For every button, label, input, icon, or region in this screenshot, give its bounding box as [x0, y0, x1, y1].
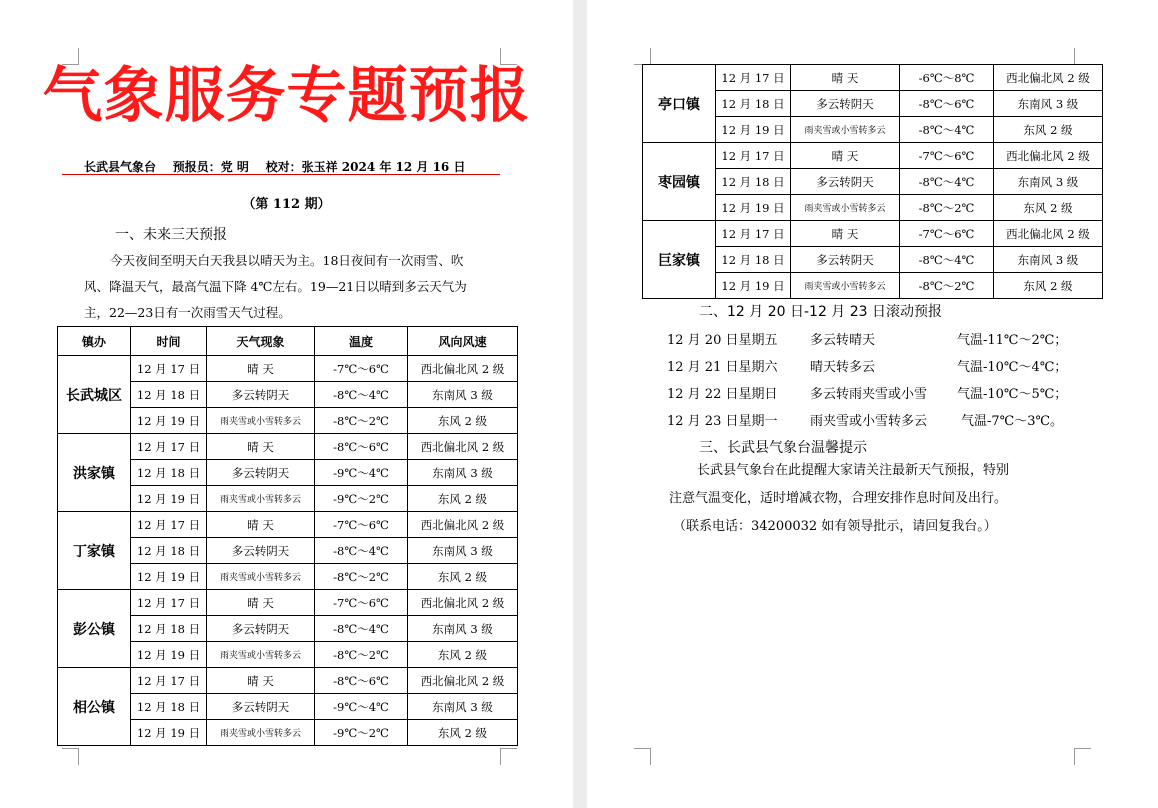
wind-cell: 东南风 3 级	[994, 247, 1103, 273]
table-row	[58, 590, 518, 616]
weather-cell: 雨夹雪或小雪转多云	[791, 195, 900, 221]
date-cell: 12 月 18 日	[131, 616, 207, 642]
wind-cell: 东南风 3 级	[408, 460, 518, 486]
para-line: 注意气温变化，适时增减衣物，合理安排作息时间及出行。	[669, 491, 1008, 506]
roll-temp: 气温-10℃～4℃；	[957, 360, 1068, 375]
temp-cell: -8℃～6℃	[315, 668, 408, 694]
temp-cell: -8℃～4℃	[315, 616, 408, 642]
roll-weather: 晴天转多云	[810, 360, 876, 375]
weather-cell: 雨夹雪或小雪转多云	[207, 720, 315, 746]
para-line: 主，22—23日有一次雨雪天气过程。	[84, 305, 291, 320]
crop-mark	[634, 748, 651, 765]
temp-cell: -8℃～2℃	[900, 195, 994, 221]
wind-cell: 西北偏北风 2 级	[408, 668, 518, 694]
roll-weather: 多云转晴天	[810, 333, 876, 348]
para-line: 长武县气象台在此提醒大家请关注最新天气预报，特别	[697, 463, 1010, 478]
wind-cell: 东风 2 级	[408, 408, 518, 434]
weather-cell: 多云转阴天	[207, 616, 315, 642]
weather-cell: 晴 天	[207, 668, 315, 694]
date-cell: 12 月 18 日	[131, 460, 207, 486]
wind-cell: 西北偏北风 2 级	[994, 65, 1103, 91]
date-cell: 12 月 17 日	[716, 143, 791, 169]
weather-cell: 雨夹雪或小雪转多云	[207, 564, 315, 590]
wind-cell: 东风 2 级	[994, 273, 1103, 299]
issuer-line: 长武县气象台 预报员：党 明 校对：张玉祥 2024 年 12 月 16 日	[84, 160, 466, 174]
table-row	[58, 512, 518, 538]
date-cell: 12 月 18 日	[131, 382, 207, 408]
town-name: 相公镇	[58, 668, 131, 746]
date-cell: 12 月 19 日	[131, 564, 207, 590]
roll-date: 12 月 20 日星期五	[667, 333, 778, 348]
weather-cell: 多云转阴天	[791, 247, 900, 273]
wind-cell: 东风 2 级	[994, 195, 1103, 221]
forecast-table-right	[642, 64, 1103, 299]
weather-cell: 晴 天	[207, 434, 315, 460]
date-cell: 12 月 17 日	[716, 221, 791, 247]
temp-cell: -8℃～4℃	[315, 538, 408, 564]
date-cell: 12 月 17 日	[131, 356, 207, 382]
temp-cell: -7℃～6℃	[315, 356, 408, 382]
town-name: 长武城区	[58, 356, 131, 434]
para-line: 今天夜间至明天白天我县以晴天为主。18日夜间有一次雨雪、吹	[110, 253, 464, 268]
date-cell: 12 月 18 日	[131, 538, 207, 564]
temp-cell: -7℃～6℃	[900, 221, 994, 247]
temp-cell: -7℃～6℃	[315, 512, 408, 538]
page-left	[0, 0, 573, 808]
weather-cell: 雨夹雪或小雪转多云	[791, 117, 900, 143]
forecast-table-left	[57, 326, 518, 746]
weather-cell: 雨夹雪或小雪转多云	[791, 273, 900, 299]
date-cell: 12 月 17 日	[131, 668, 207, 694]
section3-heading: 三、长武县气象台温馨提示	[699, 440, 867, 456]
roll-date: 12 月 22 日星期日	[667, 387, 778, 402]
temp-cell: -9℃～2℃	[315, 720, 408, 746]
roll-temp: 气温-10℃～5℃；	[957, 387, 1068, 402]
temp-cell: -6℃～8℃	[900, 65, 994, 91]
red-divider	[62, 174, 500, 175]
temp-cell: -8℃～2℃	[315, 408, 408, 434]
wind-cell: 西北偏北风 2 级	[994, 221, 1103, 247]
roll-date: 12 月 23 日星期一	[667, 414, 778, 429]
town-name: 洪家镇	[58, 434, 131, 512]
section1-heading: 一、未来三天预报	[115, 227, 227, 243]
table-header-row	[58, 327, 518, 356]
temp-cell: -8℃～6℃	[315, 434, 408, 460]
temp-cell: -8℃～4℃	[900, 247, 994, 273]
wind-cell: 东南风 3 级	[408, 382, 518, 408]
town-name: 彭公镇	[58, 590, 131, 668]
table-row	[643, 65, 1103, 91]
weather-cell: 晴 天	[791, 221, 900, 247]
header-weather: 天气现象	[207, 327, 315, 356]
date-cell: 12 月 19 日	[131, 720, 207, 746]
temp-cell: -7℃～6℃	[315, 590, 408, 616]
temp-cell: -8℃～2℃	[900, 273, 994, 299]
temp-cell: -8℃～6℃	[900, 91, 994, 117]
town-name: 枣园镇	[643, 143, 716, 221]
temp-cell: -8℃～2℃	[315, 564, 408, 590]
header-wind: 风向风速	[408, 327, 518, 356]
roll-weather: 雨夹雪或小雪转多云	[810, 414, 928, 429]
table-row	[58, 668, 518, 694]
wind-cell: 东南风 3 级	[408, 694, 518, 720]
temp-cell: -8℃～4℃	[900, 117, 994, 143]
temp-cell: -7℃～6℃	[900, 143, 994, 169]
temp-cell: -9℃～4℃	[315, 460, 408, 486]
date-cell: 12 月 19 日	[716, 117, 791, 143]
section2-heading: 二、12 月 20 日-12 月 23 日滚动预报	[699, 304, 943, 320]
table-row	[58, 356, 518, 382]
section3-paragraph	[669, 457, 1009, 541]
date-cell: 12 月 19 日	[131, 486, 207, 512]
date-cell: 12 月 17 日	[131, 590, 207, 616]
date-cell: 12 月 19 日	[716, 195, 791, 221]
roll-weather: 多云转雨夹雪或小雪	[810, 387, 928, 402]
date-cell: 12 月 18 日	[716, 169, 791, 195]
crop-mark	[500, 748, 517, 765]
crop-mark	[62, 748, 79, 765]
date-cell: 12 月 17 日	[131, 434, 207, 460]
wind-cell: 东风 2 级	[408, 720, 518, 746]
para-line: 风、降温天气，最高气温下降 4℃左右。19—21日以晴到多云天气为	[84, 279, 467, 294]
wind-cell: 东南风 3 级	[408, 538, 518, 564]
weather-cell: 多云转阴天	[207, 694, 315, 720]
town-name: 丁家镇	[58, 512, 131, 590]
wind-cell: 西北偏北风 2 级	[408, 434, 518, 460]
table-row	[58, 434, 518, 460]
wind-cell: 东南风 3 级	[994, 169, 1103, 195]
table-row	[643, 221, 1103, 247]
section1-paragraph	[84, 248, 467, 326]
weather-cell: 多云转阴天	[207, 382, 315, 408]
date-cell: 12 月 18 日	[716, 247, 791, 273]
wind-cell: 东南风 3 级	[994, 91, 1103, 117]
date-cell: 12 月 17 日	[131, 512, 207, 538]
wind-cell: 西北偏北风 2 级	[408, 512, 518, 538]
date-cell: 12 月 19 日	[131, 642, 207, 668]
wind-cell: 东风 2 级	[408, 564, 518, 590]
header-town: 镇办	[58, 327, 131, 356]
weather-cell: 晴 天	[207, 512, 315, 538]
wind-cell: 西北偏北风 2 级	[408, 590, 518, 616]
weather-cell: 多云转阴天	[207, 460, 315, 486]
date-cell: 12 月 19 日	[716, 273, 791, 299]
wind-cell: 东风 2 级	[408, 486, 518, 512]
para-line: （联系电话：34200032 如有领导批示，请回复我台。）	[673, 519, 997, 534]
roll-date: 12 月 21 日星期六	[667, 360, 778, 375]
weather-cell: 雨夹雪或小雪转多云	[207, 642, 315, 668]
header-date: 时间	[131, 327, 207, 356]
wind-cell: 东南风 3 级	[408, 616, 518, 642]
weather-cell: 多云转阴天	[791, 91, 900, 117]
wind-cell: 东风 2 级	[408, 642, 518, 668]
date-cell: 12 月 17 日	[716, 65, 791, 91]
roll-temp: 气温-11℃～2℃；	[957, 333, 1068, 348]
issue-number: （第 112 期）	[242, 197, 331, 212]
weather-cell: 多云转阴天	[207, 538, 315, 564]
table-row	[643, 143, 1103, 169]
date-cell: 12 月 19 日	[131, 408, 207, 434]
temp-cell: -8℃～4℃	[900, 169, 994, 195]
weather-cell: 晴 天	[791, 65, 900, 91]
date-cell: 12 月 18 日	[716, 91, 791, 117]
temp-cell: -8℃～4℃	[315, 382, 408, 408]
crop-mark	[1074, 48, 1091, 65]
wind-cell: 东风 2 级	[994, 117, 1103, 143]
document-title: 气象服务专题预报	[42, 61, 531, 131]
town-name: 亭口镇	[643, 65, 716, 143]
wind-cell: 西北偏北风 2 级	[408, 356, 518, 382]
temp-cell: -9℃～2℃	[315, 486, 408, 512]
temp-cell: -8℃～2℃	[315, 642, 408, 668]
temp-cell: -9℃～4℃	[315, 694, 408, 720]
weather-cell: 多云转阴天	[791, 169, 900, 195]
header-temp: 温度	[315, 327, 408, 356]
crop-mark	[634, 48, 651, 65]
town-name: 巨家镇	[643, 221, 716, 299]
date-cell: 12 月 18 日	[131, 694, 207, 720]
weather-cell: 晴 天	[207, 356, 315, 382]
weather-cell: 晴 天	[791, 143, 900, 169]
weather-cell: 雨夹雪或小雪转多云	[207, 408, 315, 434]
wind-cell: 西北偏北风 2 级	[994, 143, 1103, 169]
weather-cell: 雨夹雪或小雪转多云	[207, 486, 315, 512]
roll-temp: 气温-7℃～3℃。	[961, 414, 1064, 429]
crop-mark	[1074, 748, 1091, 765]
weather-cell: 晴 天	[207, 590, 315, 616]
